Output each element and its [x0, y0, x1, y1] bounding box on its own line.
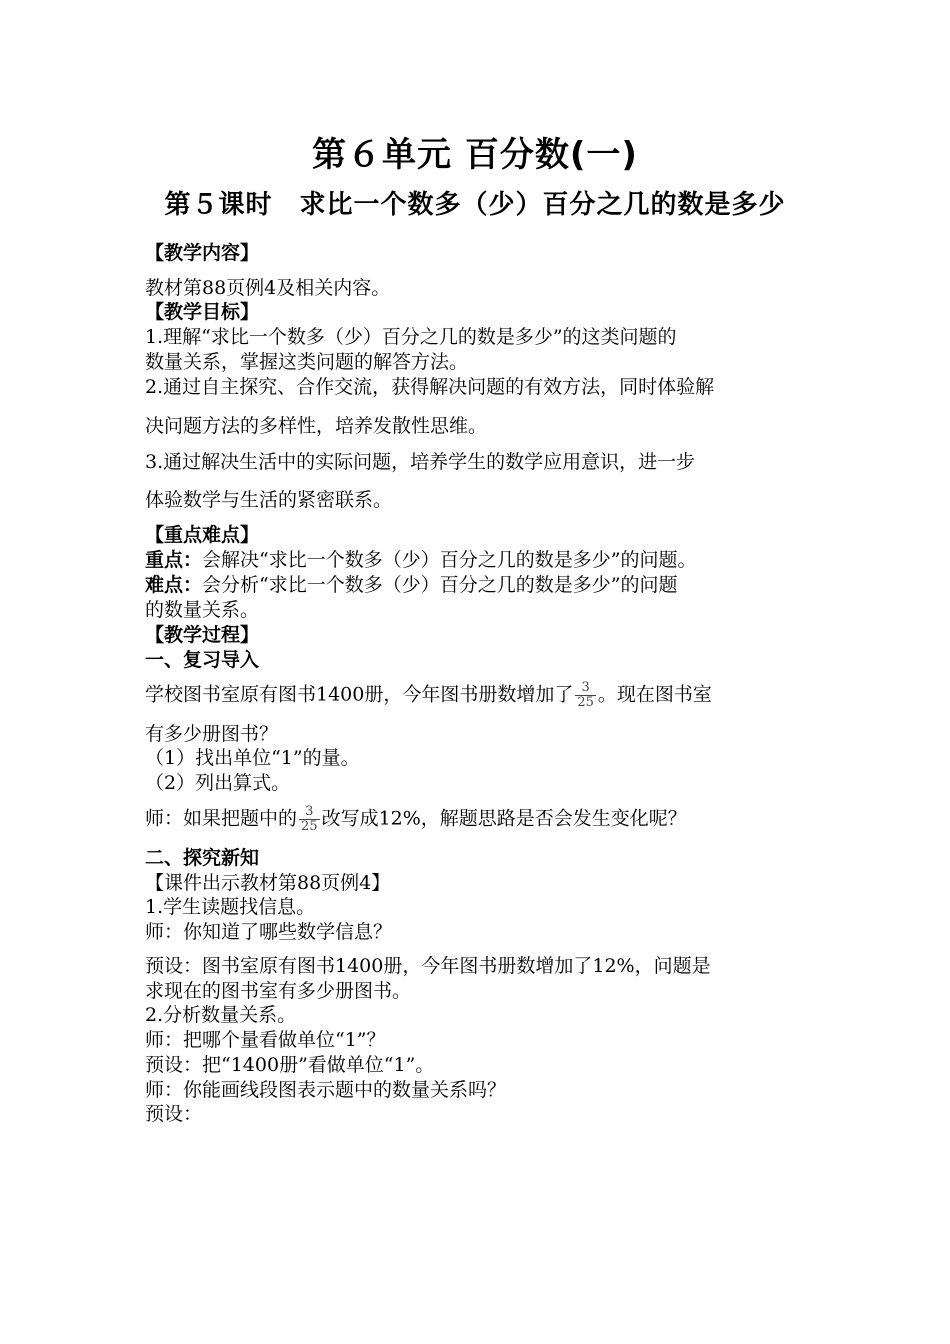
goal-3-line-1: 3.通过解决生活中的实际问题，培养学生的数学应用意识，进一步: [145, 451, 696, 473]
review-text-a: 学校图书室原有图书1400册，今年图书册数增加了: [145, 683, 574, 706]
key-points-heading: 【重点难点】: [145, 524, 260, 546]
goal-1-line-1: 1.理解“求比一个数多（少）百分之几的数是多少”的这类问题的: [145, 326, 677, 348]
review-text-a2: 。现在图书室: [597, 683, 712, 706]
read-step: 1.学生读题找信息。: [145, 896, 316, 918]
difficulty-point: [145, 573, 815, 598]
preset-1-line-2: 求现在的图书室有多少册图书。: [145, 980, 412, 1002]
teacher-question-3: 师：把哪个量看做单位“1”？: [145, 1029, 386, 1051]
review-question-line-2: 有多少册图书？: [145, 723, 279, 745]
fraction-2-numerator: 3: [305, 804, 314, 819]
teacher-question-4: 师：你能画线段图表示题中的数量关系吗？: [145, 1079, 507, 1101]
difficulty-text-2: 的数量关系。: [145, 599, 260, 621]
step-2: （2）列出算式。: [145, 772, 291, 794]
part-1-heading: 一、复习导入: [145, 649, 260, 671]
unit-title: 第６单元 百分数(一): [312, 135, 638, 175]
fraction-numerator: 3: [581, 680, 590, 695]
content-heading: 【教学内容】: [145, 242, 260, 264]
fraction-2-denominator: 25: [301, 819, 318, 834]
goal-2-line-2: 决问题方法的多样性，培养发散性思维。: [145, 415, 488, 437]
courseware-note: 【课件出示教材第88页例4】: [145, 872, 391, 894]
preset-2: 预设：把“1400册”看做单位“1”。: [145, 1054, 435, 1076]
preset-1-line-1: 预设：图书室原有图书1400册，今年图书册数增加了12%，问题是: [145, 955, 711, 977]
process-heading: 【教学过程】: [145, 624, 260, 646]
part-2-heading: 二、探究新知: [145, 847, 260, 869]
goal-2-line-1: 2.通过自主探究、合作交流，获得解决问题的有效方法，同时体验解: [145, 376, 715, 398]
teacher-question-2: 师：你知道了哪些数学信息？: [145, 921, 393, 943]
review-question-line-1: [145, 681, 815, 710]
step-1: （1）找出单位“1”的量。: [145, 747, 360, 769]
teacher-question-1: [145, 805, 815, 834]
analyze-step: 2.分析数量关系。: [145, 1004, 297, 1026]
fraction-2: [299, 805, 320, 834]
goals-heading: 【教学目标】: [145, 301, 260, 323]
difficulty-label: 难点：: [145, 574, 203, 596]
key-label: 重点：: [145, 549, 203, 571]
fraction: [575, 681, 596, 710]
content-text: 教材第88页例4及相关内容。: [145, 277, 391, 299]
teacher-q1-a: 师：如果把题中的: [145, 807, 298, 830]
teacher-q1-b: 改写成12%，解题思路是否会发生变化呢？: [321, 807, 687, 830]
difficulty-text: 会分析“求比一个数多（少）百分之几的数是多少”的问题: [202, 574, 678, 596]
goal-1-line-2: 数量关系，掌握这类问题的解答方法。: [145, 351, 469, 373]
fraction-denominator: 25: [577, 695, 594, 710]
key-point: [145, 548, 815, 573]
preset-3: 预设：: [145, 1103, 203, 1125]
key-text: 会解决“求比一个数多（少）百分之几的数是多少”的问题。: [202, 549, 697, 571]
lesson-title: 第５课时 求比一个数多（少）百分之几的数是多少: [164, 190, 786, 220]
goal-3-line-2: 体验数学与生活的紧密联系。: [145, 489, 393, 511]
